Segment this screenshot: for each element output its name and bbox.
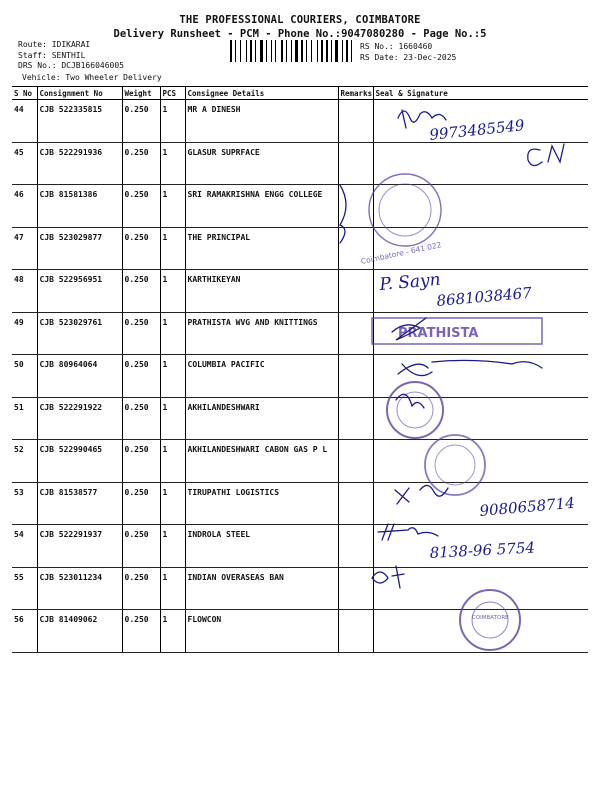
handwritten-name-row-48: P. Sayn [378, 269, 442, 295]
cell-sno: 51 [12, 397, 37, 440]
table-row [12, 440, 588, 483]
document-subtitle: Delivery Runsheet - PCM - Phone No.:9047080280 - Page No.:5 [113, 28, 487, 40]
rs-number: RS No.: 1660460 [360, 42, 433, 51]
cell-sno: 52 [12, 440, 37, 483]
cell-consignment: CJB 523011234 [37, 567, 122, 610]
vehicle-label: Vehicle: Two Wheeler Delivery [22, 73, 162, 82]
cell-remarks [338, 312, 373, 355]
table-row [12, 525, 588, 568]
cell-consignee: PRATHISTA WVG AND KNITTINGS [185, 312, 338, 355]
cell-consignee: THE PRINCIPAL [185, 227, 338, 270]
col-sno: S No [12, 87, 37, 100]
col-remarks: Remarks [338, 87, 373, 100]
col-weight: Weight [122, 87, 160, 100]
cell-weight: 0.250 [122, 185, 160, 228]
cell-sno: 48 [12, 270, 37, 313]
cell-weight: 0.250 [122, 142, 160, 185]
runsheet-table [12, 86, 588, 653]
document-title: THE PROFESSIONAL COURIERS, COIMBATORE [179, 14, 421, 26]
cell-consignment: CJB 523029761 [37, 312, 122, 355]
cell-sno: 56 [12, 610, 37, 653]
table-row [12, 482, 588, 525]
cell-pcs: 1 [160, 482, 185, 525]
cell-weight: 0.250 [122, 397, 160, 440]
cell-pcs: 1 [160, 185, 185, 228]
seal-text-row-56: COIMBATORE [472, 615, 509, 621]
cell-consignment: CJB 81581386 [37, 185, 122, 228]
table-row [12, 397, 588, 440]
cell-sno: 47 [12, 227, 37, 270]
cell-consignment: CJB 522291937 [37, 525, 122, 568]
table-header-row [12, 87, 588, 100]
cell-remarks [338, 185, 373, 228]
cell-pcs: 1 [160, 270, 185, 313]
rs-date: RS Date: 23-Dec-2025 [360, 53, 457, 62]
table-row [12, 567, 588, 610]
cell-pcs: 1 [160, 610, 185, 653]
cell-pcs: 1 [160, 312, 185, 355]
cell-pcs: 1 [160, 567, 185, 610]
cell-weight: 0.250 [122, 100, 160, 143]
cell-remarks [338, 227, 373, 270]
cell-consignment: CJB 81409062 [37, 610, 122, 653]
cell-consignee: AKHILANDESHWARI CABON GAS P L [185, 440, 338, 483]
cell-remarks [338, 142, 373, 185]
cell-signature [373, 525, 588, 568]
table-row [12, 312, 588, 355]
cell-pcs: 1 [160, 100, 185, 143]
cell-signature [373, 312, 588, 355]
cell-consignment: CJB 522990465 [37, 440, 122, 483]
cell-pcs: 1 [160, 397, 185, 440]
table-row [12, 355, 588, 398]
handwritten-phone-row-53: 9080658714 [478, 493, 576, 520]
cell-signature [373, 610, 588, 653]
cell-weight: 0.250 [122, 525, 160, 568]
seal-text-row-46: Coimbatore - 641 022 [360, 240, 443, 267]
cell-consignment: CJB 522291936 [37, 142, 122, 185]
cell-consignee: INDROLA STEEL [185, 525, 338, 568]
cell-sno: 50 [12, 355, 37, 398]
cell-consignment: CJB 80964064 [37, 355, 122, 398]
cell-consignment: CJB 523029877 [37, 227, 122, 270]
cell-remarks [338, 482, 373, 525]
cell-consignee: TIRUPATHI LOGISTICS [185, 482, 338, 525]
cell-signature [373, 440, 588, 483]
cell-pcs: 1 [160, 440, 185, 483]
table-row [12, 270, 588, 313]
table-row [12, 142, 588, 185]
cell-weight: 0.250 [122, 355, 160, 398]
cell-consignee: GLASUR SUPRFACE [185, 142, 338, 185]
col-consignment: Consignment No [37, 87, 122, 100]
cell-signature [373, 227, 588, 270]
cell-remarks [338, 270, 373, 313]
cell-remarks [338, 440, 373, 483]
cell-consignee: KARTHIKEYAN [185, 270, 338, 313]
cell-consignee: COLUMBIA PACIFIC [185, 355, 338, 398]
cell-remarks [338, 610, 373, 653]
cell-sno: 53 [12, 482, 37, 525]
cell-weight: 0.250 [122, 610, 160, 653]
table-row [12, 610, 588, 653]
cell-signature [373, 567, 588, 610]
table-row [12, 185, 588, 228]
cell-sno: 44 [12, 100, 37, 143]
cell-remarks [338, 567, 373, 610]
cell-remarks [338, 355, 373, 398]
cell-sno: 49 [12, 312, 37, 355]
col-consignee: Consignee Details [185, 87, 338, 100]
cell-consignment: CJB 522956951 [37, 270, 122, 313]
handwritten-phone-row-44: 9973485549 [428, 116, 526, 144]
cell-remarks [338, 397, 373, 440]
drs-number: DRS No.: DCJB166046005 [18, 61, 124, 70]
cell-consignee: AKHILANDESHWARI [185, 397, 338, 440]
cell-signature [373, 482, 588, 525]
cell-pcs: 1 [160, 525, 185, 568]
cell-pcs: 1 [160, 142, 185, 185]
cell-remarks [338, 100, 373, 143]
cell-sno: 54 [12, 525, 37, 568]
stamp-text-row-49: PRATHISTA [398, 326, 479, 341]
table-row [12, 100, 588, 143]
cell-consignment: CJB 81538577 [37, 482, 122, 525]
handwritten-phone-row-54: 8138-96 5754 [429, 538, 536, 562]
cell-consignee: SRI RAMAKRISHNA ENGG COLLEGE [185, 185, 338, 228]
route-info [18, 40, 124, 72]
barcode [230, 40, 355, 62]
cell-signature [373, 397, 588, 440]
cell-consignee: INDIAN OVERASEAS BAN [185, 567, 338, 610]
table-row [12, 227, 588, 270]
cell-weight: 0.250 [122, 312, 160, 355]
cell-consignment: CJB 522291922 [37, 397, 122, 440]
cell-signature [373, 270, 588, 313]
cell-consignment: CJB 522335815 [37, 100, 122, 143]
cell-weight: 0.250 [122, 227, 160, 270]
rs-info [360, 41, 456, 63]
cell-signature [373, 100, 588, 143]
cell-weight: 0.250 [122, 567, 160, 610]
cell-signature [373, 142, 588, 185]
handwritten-phone-row-48: 8681038467 [435, 283, 533, 310]
col-seal-signature: Seal & Signature [373, 87, 588, 100]
cell-pcs: 1 [160, 227, 185, 270]
cell-weight: 0.250 [122, 482, 160, 525]
cell-signature [373, 355, 588, 398]
cell-remarks [338, 525, 373, 568]
cell-weight: 0.250 [122, 270, 160, 313]
cell-pcs: 1 [160, 355, 185, 398]
col-pcs: PCS [160, 87, 185, 100]
cell-consignee: FLOWCON [185, 610, 338, 653]
cell-signature [373, 185, 588, 228]
cell-sno: 46 [12, 185, 37, 228]
staff-label: Staff: SENTHIL [18, 50, 86, 60]
cell-weight: 0.250 [122, 440, 160, 483]
route-label: Route: IDIKARAI [18, 40, 91, 49]
cell-consignee: MR A DINESH [185, 100, 338, 143]
cell-sno: 55 [12, 567, 37, 610]
cell-sno: 45 [12, 142, 37, 185]
